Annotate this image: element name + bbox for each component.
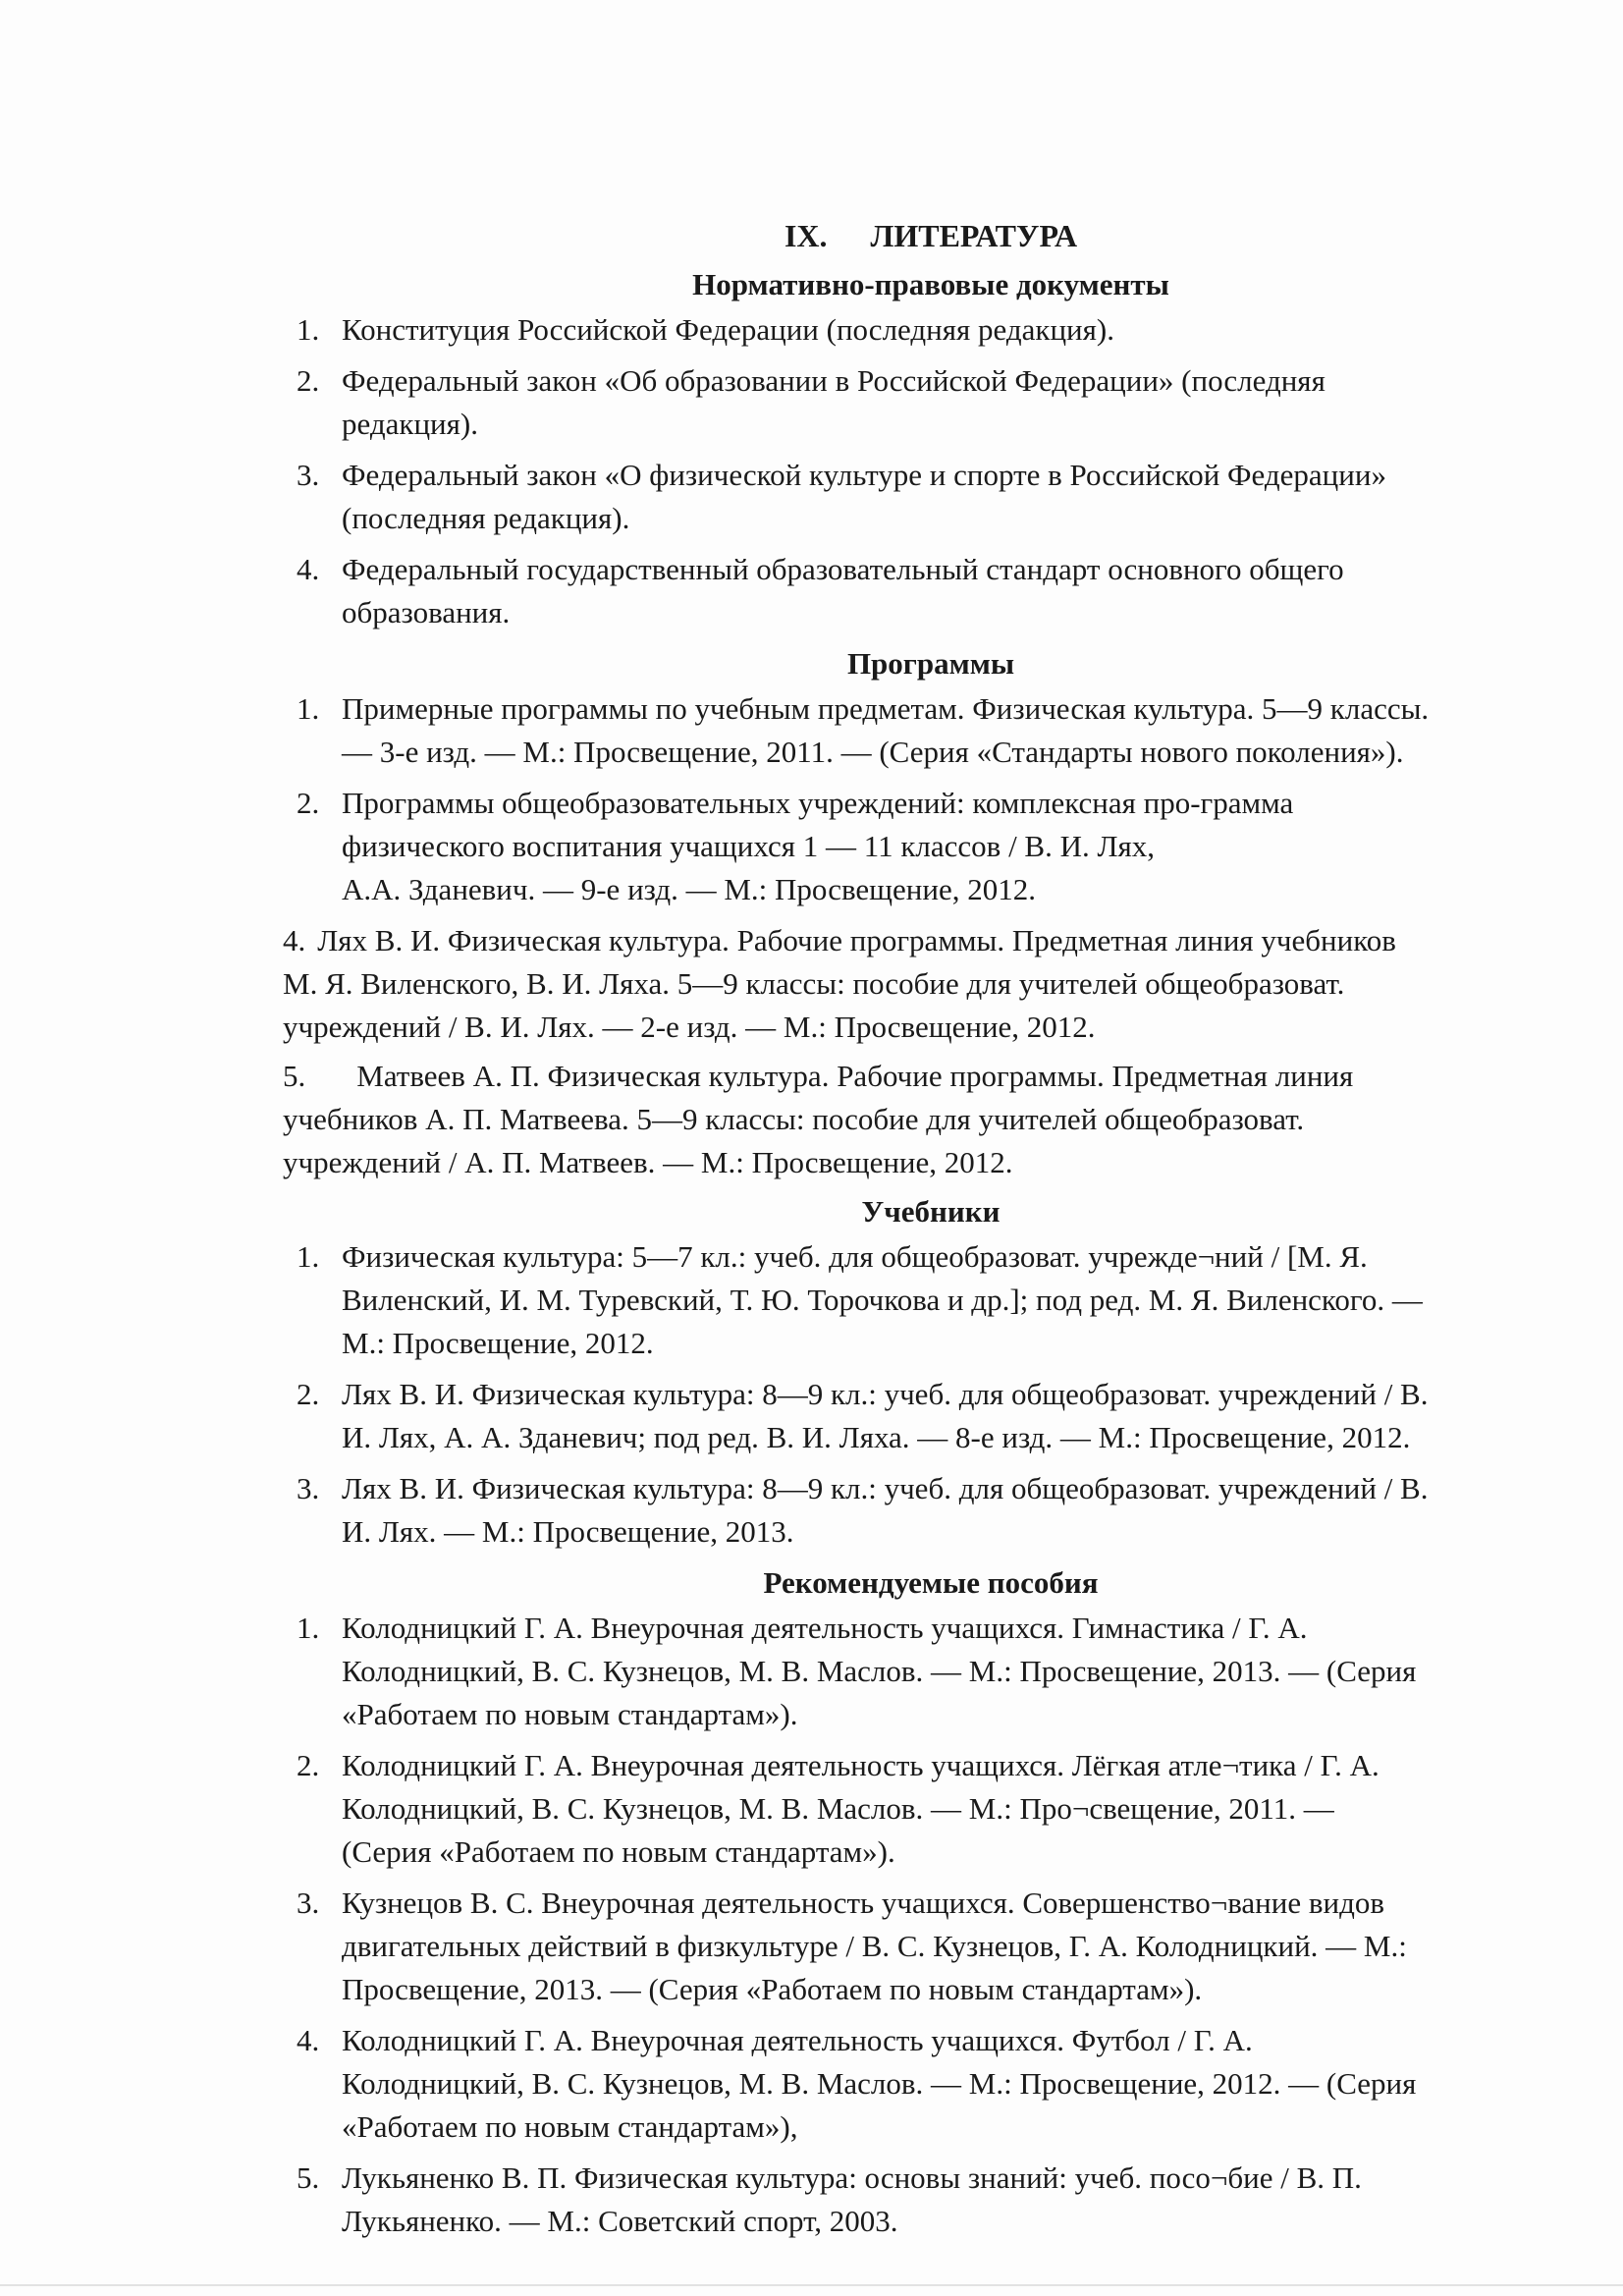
item-text: Лях В. И. Физическая культура: 8—9 кл.: учеб. для общеобразоват. учреждений / В. (342, 1377, 1429, 1411)
item-text: — 3-е изд. — М.: Просвещение, 2011. — (Серия «Стандарты нового поколения»). (342, 735, 1404, 769)
list-item (283, 1744, 1540, 1874)
list-item (283, 1607, 1540, 1736)
section-title-programs: Программы (846, 646, 1015, 681)
list-item (283, 919, 1540, 1049)
item-number: 3. (297, 1886, 320, 1920)
list-item (283, 308, 1540, 352)
item-text: М.: Просвещение, 2012. (342, 1326, 654, 1360)
item-number: 2. (297, 1748, 320, 1782)
item-text: Программы общеобразовательных учреждений: комплексная про-грамма (342, 786, 1294, 820)
item-text: Кузнецов В. С. Внеурочная деятельность учащихся. Совершенство¬вание видов (342, 1886, 1385, 1920)
item-number: 2. (297, 786, 320, 820)
item-text: учебников А. П. Матвеева. 5—9 классы: пособие для учителей общеобразоват. (283, 1102, 1305, 1136)
item-text: Лукьяненко. — М.: Советский спорт, 2003. (342, 2204, 898, 2238)
item-text: Лях В. И. Физическая культура. Рабочие программы. Предметная линия учебников (317, 923, 1396, 957)
item-text: М. Я. Виленского, В. И. Ляха. 5—9 классы: пособие для учителей общеобразоват. (283, 966, 1345, 1001)
chapter-title: ЛИТЕРАТУРА (870, 218, 1078, 253)
item-number: 1. (297, 1239, 320, 1274)
section-title-textbooks: Учебники (861, 1194, 1001, 1229)
item-text: Колодницкий Г. А. Внеурочная деятельность учащихся. Лёгкая атле¬тика / Г. А. (342, 1748, 1380, 1782)
normative-documents-list (283, 308, 1540, 634)
section-title-normative: Нормативно-правовые документы (692, 267, 1169, 301)
list-item (283, 1467, 1540, 1554)
list-item (283, 359, 1540, 446)
item-number: 5. (283, 1059, 306, 1093)
page-content (283, 214, 1540, 2251)
item-text: Лукьяненко В. П. Физическая культура: основы знаний: учеб. посо¬бие / В. П. (342, 2160, 1362, 2195)
item-text: образования. (342, 595, 511, 629)
item-number: 3. (297, 458, 320, 492)
item-number: 1. (297, 691, 320, 726)
item-text: учреждений / А. П. Матвеев. — М.: Просвещение, 2012. (283, 1145, 1013, 1179)
list-item (283, 454, 1540, 540)
item-text: А.А. Зданевич. — 9-е изд. — М.: Просвещение, 2012. (342, 872, 1036, 906)
item-text: «Работаем по новым стандартам»). (342, 1697, 798, 1731)
item-text: И. Лях, А. А. Зданевич; под ред. В. И. Ляха. — 8-е изд. — М.: Просвещение, 2012. (342, 1420, 1411, 1454)
item-number: 5. (297, 2160, 320, 2195)
item-text: редакция). (342, 407, 478, 441)
item-number: 2. (297, 1377, 320, 1411)
item-text: Лях В. И. Физическая культура: 8—9 кл.: учеб. для общеобразоват. учреждений / В. (342, 1471, 1429, 1505)
list-item (283, 1055, 1540, 1184)
chapter-number: IX. (784, 218, 828, 253)
item-text: физического воспитания учащихся 1 — 11 классов / В. И. Лях, (342, 829, 1156, 863)
item-text: Колодницкий, В. С. Кузнецов, М. В. Маслов. — М.: Просвещение, 2013. — (Серия (342, 1654, 1417, 1688)
item-text: двигательных действий в физкультуре / В. С. Кузнецов, Г. А. Колодницкий. — М.: (342, 1929, 1407, 1963)
item-number: 1. (297, 312, 320, 347)
list-item (283, 1882, 1540, 2011)
list-item (283, 2019, 1540, 2149)
item-text: Колодницкий, В. С. Кузнецов, М. В. Маслов. — М.: Про¬свещение, 2011. — (342, 1791, 1334, 1826)
item-text: Физическая культура: 5—7 кл.: учеб. для общеобразоват. учрежде¬ний / [М. Я. (342, 1239, 1368, 1274)
section-title-recommended: Рекомендуемые пособия (763, 1565, 1099, 1600)
list-item (283, 1235, 1540, 1365)
item-number: 1. (297, 1611, 320, 1645)
item-text: Колодницкий Г. А. Внеурочная деятельность учащихся. Гимнастика / Г. А. (342, 1611, 1308, 1645)
item-number: 3. (297, 1471, 320, 1505)
item-text: «Работаем по новым стандартам»), (342, 2109, 798, 2144)
item-number: 4. (283, 923, 306, 957)
scan-edge-divider (0, 2284, 1623, 2286)
item-number: 4. (297, 2023, 320, 2057)
item-text: Виленский, И. М. Туревский, Т. Ю. Торочкова и др.]; под ред. М. Я. Виленского. — (342, 1283, 1423, 1317)
item-text: Матвеев А. П. Физическая культура. Рабочие программы. Предметная линия (356, 1059, 1354, 1093)
item-text: И. Лях. — М.: Просвещение, 2013. (342, 1514, 794, 1549)
programs-list (283, 687, 1540, 1184)
item-text: Федеральный закон «Об образовании в Российской Федерации» (последняя (342, 363, 1325, 398)
item-text: Федеральный государственный образовательный стандарт основного общего (342, 552, 1344, 586)
item-text: Колодницкий Г. А. Внеурочная деятельность учащихся. Футбол / Г. А. (342, 2023, 1253, 2057)
item-text: (последняя редакция). (342, 501, 630, 535)
item-text: Конституция Российской Федерации (последняя редакция). (342, 312, 1114, 347)
item-text: Просвещение, 2013. — (Серия «Работаем по новым стандартам»). (342, 1972, 1203, 2006)
item-number: 2. (297, 363, 320, 398)
item-text: (Серия «Работаем по новым стандартам»). (342, 1834, 895, 1869)
list-item (283, 782, 1540, 911)
item-text: Примерные программы по учебным предметам. Физическая культура. 5—9 классы. (342, 691, 1430, 726)
chapter-heading (283, 214, 1540, 257)
list-item (283, 2157, 1540, 2243)
recommended-list (283, 1607, 1540, 2243)
item-number: 4. (297, 552, 320, 586)
textbooks-list (283, 1235, 1540, 1554)
list-item (283, 1373, 1540, 1459)
list-item (283, 687, 1540, 774)
item-text: учреждений / В. И. Лях. — 2-е изд. — М.: Просвещение, 2012. (283, 1010, 1096, 1044)
list-item (283, 548, 1540, 634)
item-text: Федеральный закон «О физической культуре и спорте в Российской Федерации» (342, 458, 1386, 492)
item-text: Колодницкий, В. С. Кузнецов, М. В. Маслов. — М.: Просвещение, 2012. — (Серия (342, 2066, 1417, 2101)
